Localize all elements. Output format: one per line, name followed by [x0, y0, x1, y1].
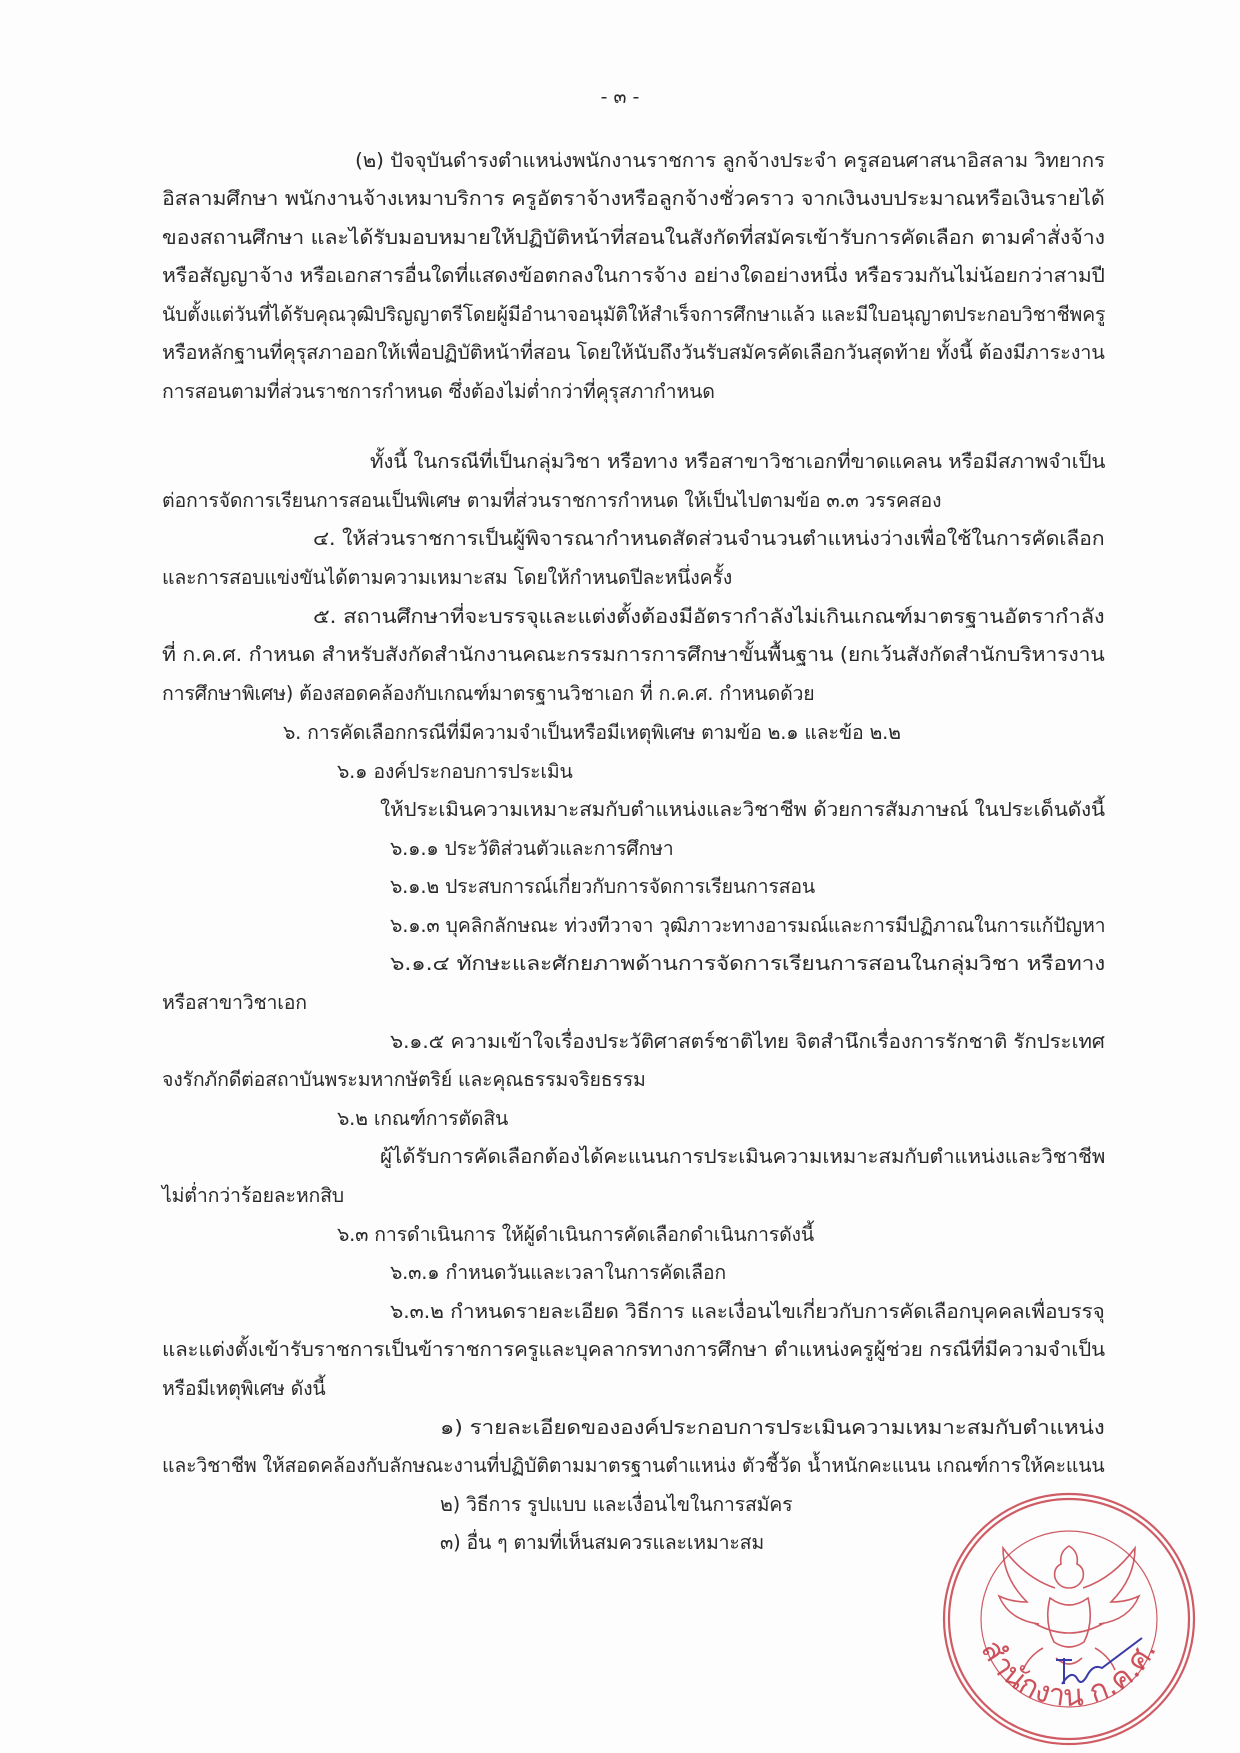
text-line: การสอนตามที่ส่วนราชการกำหนด ซึ่งต้องไม่ต่ำกว่าที่คุรุสภากำหนด	[162, 380, 715, 403]
text-line: (๒) ปัจจุบันดำรงตำแหน่งพนักงานราชการ ลูกจ้างประจำ ครูสอนศาสนาอิสลาม วิทยากร	[355, 149, 1105, 172]
text-line: ๖.๑.๓ บุคลิกลักษณะ ท่วงทีวาจา วุฒิภาวะทางอารมณ์และการมีปฏิภาณในการแก้ปัญหา	[390, 914, 1106, 937]
text-line: นับตั้งแต่วันที่ได้รับคุณวุฒิปริญญาตรีโดยผู้มีอำนาจอนุมัติให้สำเร็จการศึกษาแล้ว และมีใบอนุญาตประกอบวิชาชีพครู	[162, 303, 1106, 326]
text-line: ที่ ก.ค.ศ. กำหนด สำหรับสังกัดสำนักงานคณะกรรมการการศึกษาขั้นพื้นฐาน (ยกเว้นสังกัดสำนักบริหารงาน	[162, 643, 1105, 666]
text-line: ให้ประเมินความเหมาะสมกับตำแหน่งและวิชาชีพ ด้วยการสัมภาษณ์ ในประเด็นดังนี้	[380, 798, 1105, 821]
text-line: ๖.๑.๑ ประวัติส่วนตัวและการศึกษา	[390, 837, 674, 860]
text-line: ไม่ต่ำกว่าร้อยละหกสิบ	[162, 1184, 344, 1207]
text-line: ๖.๓ การดำเนินการ ให้ผู้ดำเนินการคัดเลือกดำเนินการดังนี้	[337, 1223, 814, 1246]
text-line: ๖. การคัดเลือกกรณีที่มีความจำเป็นหรือมีเหตุพิเศษ ตามข้อ ๒.๑ และข้อ ๒.๒	[283, 721, 901, 744]
text-line: ๖.๑ องค์ประกอบการประเมิน	[337, 760, 573, 783]
text-line: การศึกษาพิเศษ) ต้องสอดคล้องกับเกณฑ์มาตรฐานวิชาเอก ที่ ก.ค.ศ. กำหนดด้วย	[162, 682, 815, 705]
text-line: ๒) วิธีการ รูปแบบ และเงื่อนไขในการสมัคร	[440, 1493, 793, 1516]
text-line: ต่อการจัดการเรียนการสอนเป็นพิเศษ ตามที่ส่วนราชการกำหนด ให้เป็นไปตามข้อ ๓.๓ วรรคสอง	[162, 489, 942, 512]
text-line: และแต่งตั้งเข้ารับราชการเป็นข้าราชการครูและบุคลากรทางการศึกษา ตำแหน่งครูผู้ช่วย กรณีที่มีความจำเป็น	[162, 1338, 1105, 1361]
official-seal-stamp	[938, 1488, 1200, 1750]
text-line: หรือหลักฐานที่คุรุสภาออกให้เพื่อปฏิบัติหน้าที่สอน โดยให้นับถึงวันรับสมัครคัดเลือกวันสุดท้าย ทั้งนี้ ต้องมีภาระงาน	[162, 341, 1105, 364]
page-number: - ๓ -	[600, 86, 640, 108]
text-line: ๓) อื่น ๆ ตามที่เห็นสมควรและเหมาะสม	[440, 1531, 764, 1554]
seal-text: สำนักงาน ก.ค.ศ.	[973, 1633, 1164, 1715]
text-line: หรือสัญญาจ้าง หรือเอกสารอื่นใดที่แสดงข้อตกลงในการจ้าง อย่างใดอย่างหนึ่ง หรือรวมกันไม่น้อยกว่าสามปี	[162, 264, 1105, 287]
text-line: ๖.๑.๒ ประสบการณ์เกี่ยวกับการจัดการเรียนการสอน	[390, 875, 815, 898]
text-line: และการสอบแข่งขันได้ตามความเหมาะสม โดยให้กำหนดปีละหนึ่งครั้ง	[162, 566, 733, 589]
text-line: หรือสาขาวิชาเอก	[162, 991, 307, 1014]
garuda-emblem-icon	[999, 1546, 1139, 1670]
text-line: ๖.๓.๒ กำหนดรายละเอียด วิธีการ และเงื่อนไขเกี่ยวกับการคัดเลือกบุคคลเพื่อบรรจุ	[390, 1300, 1105, 1323]
text-line: ผู้ได้รับการคัดเลือกต้องได้คะแนนการประเมินความเหมาะสมกับตำแหน่งและวิชาชีพ	[380, 1145, 1106, 1168]
text-line: ๖.๑.๕ ความเข้าใจเรื่องประวัติศาสตร์ชาติไทย จิตสำนึกเรื่องการรักชาติ รักประเทศ	[390, 1030, 1105, 1053]
text-line: ๕. สถานศึกษาที่จะบรรจุและแต่งตั้งต้องมีอัตรากำลังไม่เกินเกณฑ์มาตรฐานอัตรากำลัง	[313, 605, 1105, 628]
text-line: ๑) รายละเอียดขององค์ประกอบการประเมินความเหมาะสมกับตำแหน่ง	[440, 1416, 1105, 1439]
text-line: อิสลามศึกษา พนักงานจ้างเหมาบริการ ครูอัตราจ้างหรือลูกจ้างชั่วคราว จากเงินงบประมาณหรือเงินรายได้	[162, 187, 1105, 210]
text-line: และวิชาชีพ ให้สอดคล้องกับลักษณะงานที่ปฏิบัติตามมาตรฐานตำแหน่ง ตัวชี้วัด น้ำหนักคะแนน เกณฑ์การให้คะแนน	[162, 1454, 1105, 1477]
text-line: ๖.๑.๔ ทักษะและศักยภาพด้านการจัดการเรียนการสอนในกลุ่มวิชา หรือทาง	[390, 952, 1106, 975]
text-line: หรือมีเหตุพิเศษ ดังนี้	[162, 1377, 326, 1400]
text-line: ทั้งนี้ ในกรณีที่เป็นกลุ่มวิชา หรือทาง หรือสาขาวิชาเอกที่ขาดแคลน หรือมีสภาพจำเป็น	[370, 450, 1106, 473]
text-line: จงรักภักดีต่อสถาบันพระมหากษัตริย์ และคุณธรรมจริยธรรม	[162, 1068, 646, 1091]
text-line: ๖.๒ เกณฑ์การตัดสิน	[337, 1107, 509, 1130]
text-line: ๔. ให้ส่วนราชการเป็นผู้พิจารณากำหนดสัดส่วนจำนวนตำแหน่งว่างเพื่อใช้ในการคัดเลือก	[313, 527, 1105, 550]
text-line: ของสถานศึกษา และได้รับมอบหมายให้ปฏิบัติหน้าที่สอนในสังกัดที่สมัครเข้ารับการคัดเลือก ตามคำสั่งจ้าง	[162, 226, 1105, 249]
text-line: ๖.๓.๑ กำหนดวันและเวลาในการคัดเลือก	[390, 1261, 726, 1284]
